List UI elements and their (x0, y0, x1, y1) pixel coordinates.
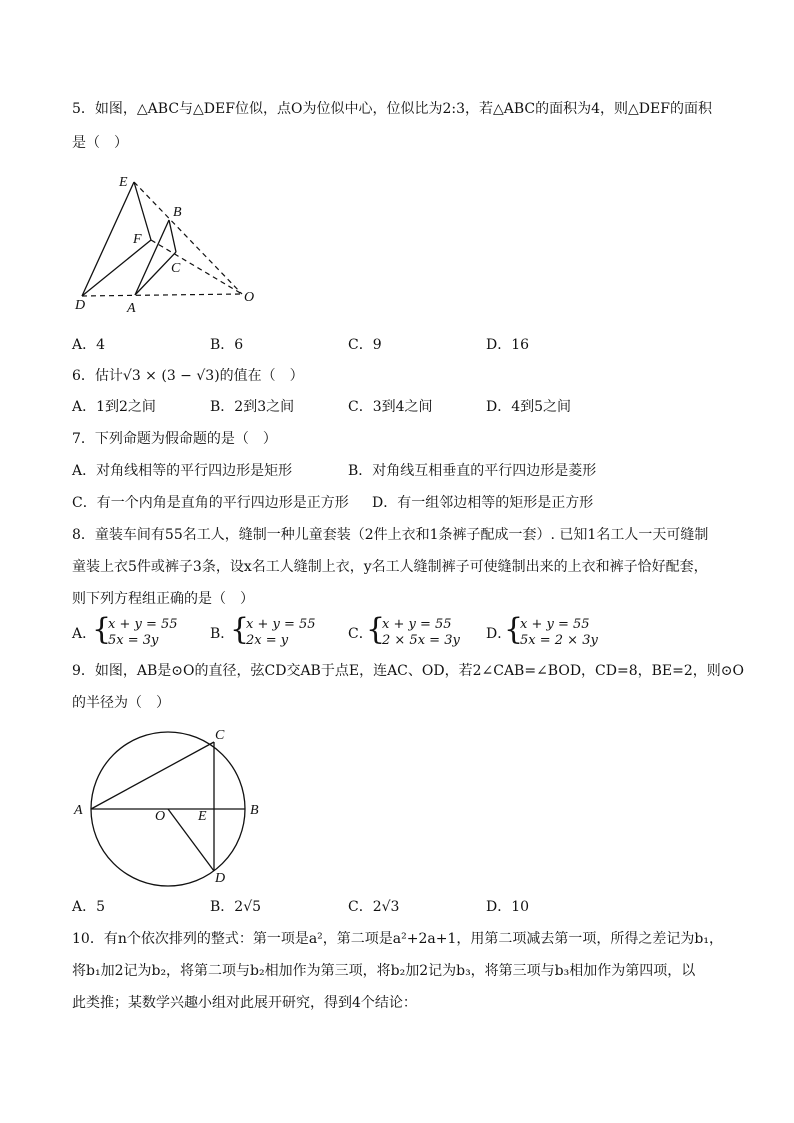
q5-option-b: B．6 (210, 337, 244, 353)
q7-stem: 7．下列命题为假命题的是（ ） (72, 431, 277, 447)
q5-option-a: A．4 (72, 337, 106, 353)
q6-option-a: A．1到2之间 (72, 399, 156, 415)
label-D: D (75, 298, 86, 313)
segment-AC (91, 742, 214, 809)
dashed-FO (151, 240, 242, 294)
q5-stem-line1: 5．如图，△ABC与△DEF位似，点O为位似中心，位似比为2:3，若△ABC的面积为4，则△DEF的面积 (72, 101, 712, 117)
q5-stem-line2: 是（ ） (72, 135, 128, 151)
q9-option-c: C．2√3 (348, 899, 400, 915)
q8-option-b-label: B． (210, 626, 235, 642)
q10-stem-line1: 10．有n个依次排列的整式：第一项是a²，第二项是a²+2a+1，用第二项减去第一项，所得之差记为b₁， (72, 931, 723, 947)
line-CA (135, 252, 176, 295)
q9-option-b: B．2√5 (210, 899, 262, 915)
q8-option-c-brace: { (366, 612, 386, 647)
q8-stem-line2: 童装上衣5件或裤子3条，设x名工人缝制上衣，y名工人缝制裤子可使缝制出来的上衣和裤子恰好配套， (72, 559, 708, 575)
q8-option-d-system (520, 617, 598, 649)
q6-option-c: C．3到4之间 (348, 399, 433, 415)
line-ED (82, 182, 134, 296)
line-FD (82, 240, 151, 296)
q8-option-a-eq2: 5x = 3y (108, 633, 159, 648)
label-O: O (155, 809, 166, 824)
q5-option-c: C．9 (348, 337, 382, 353)
label-C: C (215, 728, 225, 743)
label-O: O (244, 290, 255, 305)
q8-option-c-label: C． (348, 626, 373, 642)
q9-option-a: A．5 (72, 899, 106, 915)
q8-option-c-eq1: x + y = 55 (382, 617, 452, 632)
q8-option-c-eq2: 2 × 5x = 3y (382, 633, 460, 648)
q8-option-b-brace: { (230, 612, 250, 647)
q7-option-d: D．有一组邻边相等的矩形是正方形 (372, 495, 594, 511)
q8-option-b-eq2: 2x = y (246, 633, 289, 648)
q8-option-a-eq1: x + y = 55 (108, 617, 178, 632)
q8-stem-line3: 则下列方程组正确的是（ ） (72, 591, 254, 607)
q8-option-d-eq1: x + y = 55 (520, 617, 590, 632)
q8-option-a-brace: { (92, 612, 112, 647)
dashed-DO (82, 294, 242, 296)
line-BC (169, 220, 176, 252)
q8-option-d-brace: { (504, 612, 524, 647)
q9-option-d: D．10 (486, 899, 530, 915)
q7-option-b: B．对角线互相垂直的平行四边形是菱形 (348, 463, 597, 479)
q9-stem-line1: 9．如图，AB是⊙O的直径，弦CD交AB于点E，连AC、OD，若2∠CAB=∠BOD，CD=8，BE=2，则⊙O (72, 663, 744, 679)
label-E: E (198, 809, 207, 824)
label-B: B (250, 803, 259, 818)
q10-stem-line3: 此类推；某数学兴趣小组对此展开研究，得到4个结论： (72, 995, 417, 1011)
q5-option-d: D．16 (486, 337, 530, 353)
label-B: B (173, 205, 182, 220)
q8-stem-line1: 8．童装车间有55名工人，缝制一种儿童套装（2件上衣和1条裤子配成一套）. 已知1名工人一天可缝制 (72, 527, 709, 543)
q10-stem-line2: 将b₁加2记为b₂，将第二项与b₂相加作为第三项，将b₂加2记为b₃，将第三项与b₃相加作为第四项，以 (72, 963, 696, 979)
q6-stem: 6．估计√3 × (3 − √3)的值在（ ） (72, 368, 304, 384)
label-F: F (133, 232, 142, 247)
q8-option-c-system (382, 617, 460, 649)
q5-figure (70, 168, 270, 318)
label-C: C (171, 261, 181, 276)
q8-option-a-system (108, 617, 178, 649)
label-E: E (119, 175, 128, 190)
q7-option-a: A．对角线相等的平行四边形是矩形 (72, 463, 293, 479)
q6-option-b: B．2到3之间 (210, 399, 295, 415)
q8-option-b-system (246, 617, 316, 649)
q8-option-b-eq1: x + y = 55 (246, 617, 316, 632)
segment-OD (168, 809, 214, 871)
label-A: A (74, 803, 83, 818)
q8-option-d-label: D． (486, 626, 512, 642)
q8-option-d-eq2: 5x = 2 × 3y (520, 633, 598, 648)
label-A: A (127, 301, 136, 316)
q9-stem-line2: 的半径为（ ） (72, 695, 170, 711)
label-D: D (215, 871, 226, 886)
q7-option-c: C．有一个内角是直角的平行四边形是正方形 (72, 495, 349, 511)
q6-option-d: D．4到5之间 (486, 399, 572, 415)
q8-option-a-label: A． (72, 626, 97, 642)
q9-figure (70, 722, 270, 888)
